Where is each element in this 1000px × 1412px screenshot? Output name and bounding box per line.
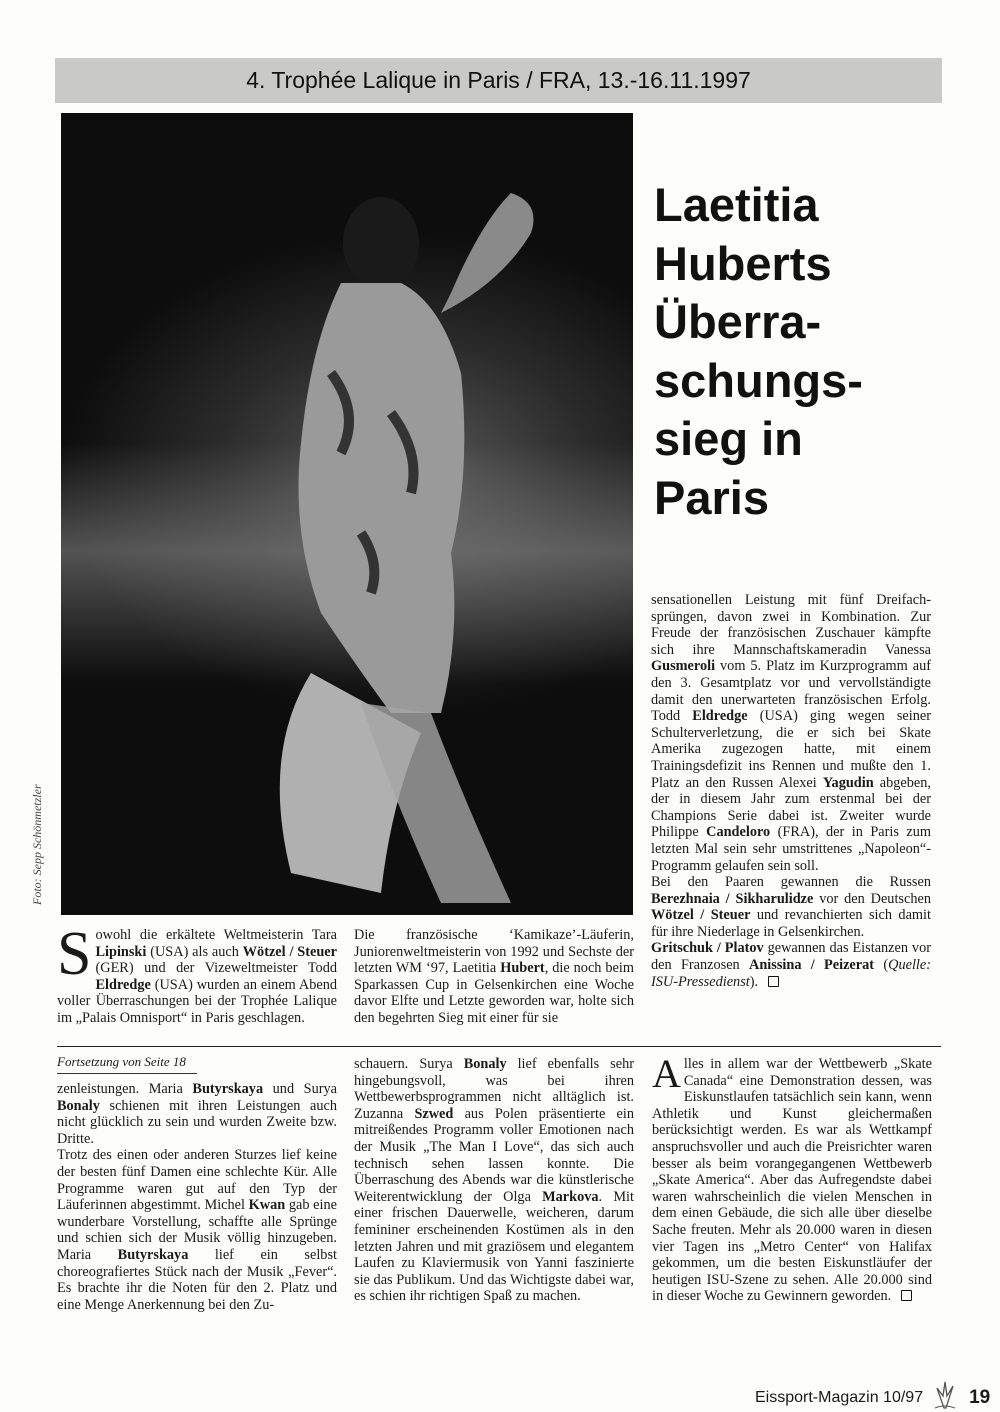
paragraph [354, 927, 634, 1027]
text-run: gab eine wunderbare Vorstellung, schaffte alle Sprünge und schien sich der Musik völlig hinzugeben. Maria [57, 1197, 337, 1263]
paragraph [354, 1056, 634, 1305]
text-run: Trotz des einen oder anderen Sturzes lief keine der besten fünf Damen eine schlechte Kür. Alle Programme waren gut auf den Typ der Läuferinnen abgestimmt. Michel [57, 1147, 337, 1214]
text-run: sensationellen Leistung mit fünf Dreifachsprüngen, davon zwei in Kombination. Zur Freude der französischen Zuschauer kämpfte sich ihre Mannschaftskameradin Vanessa [651, 592, 931, 658]
text-run: gewannen das Eistanzen vor den Franzosen [651, 940, 931, 974]
text-run: . Mit einer frischen Dauerwelle, weicheren, darum femininer erscheinenden Kostümen als in den letzten Jahren und mit graziösem und elegantem Laufen zu Klaviermusik von Yanni faszinierte sie das Publikum. Und das Wichtigste dabei war, es schien ihr richtigen Spaß zu machen. [354, 1188, 634, 1305]
text-run: lief ein selbst choreografiertes Stück nach der Musik „Fever“. Es brachte ihr die Noten für den 2. Platz und eine Menge Anerkennung bei den Zu- [57, 1246, 337, 1313]
article-column-3 [651, 592, 931, 990]
name-highlight: Yagudin [822, 774, 874, 791]
paragraph [57, 1081, 337, 1147]
skater-photo [61, 113, 633, 915]
paragraph [57, 920, 337, 1027]
page-number: 19 [969, 1386, 991, 1408]
page-footer [755, 1380, 990, 1412]
text-run: vor den Deutschen [813, 890, 931, 907]
text-run: abgeben, der in diesem Jahr zum erstenmal bei der Champions Serie dabei ist. Zweiter wurde Philippe [651, 774, 931, 841]
name-highlight: Berezhnaia / Sikharulidze [651, 890, 814, 907]
name-highlight: Markova [542, 1188, 599, 1205]
name-highlight: Lipinski [95, 943, 147, 960]
text-run: zenleistungen. Maria [57, 1081, 193, 1097]
headline-line: Überra- [654, 295, 822, 348]
name-highlight: Anissina / Peizerat [749, 957, 875, 974]
text-run: Quelle: ISU-Pressedienst [651, 957, 931, 990]
text-run: , die noch beim Sparkassen Cup in Gelsenkirchen eine Woche davor Elfte und Letzte geworden war, holte sich den begehrten Sieg mit einer für sie [354, 960, 634, 1026]
name-highlight: Eldredge [95, 976, 151, 993]
name-highlight: Butyrskaya [117, 1246, 189, 1263]
paragraph [651, 874, 931, 940]
text-run: und Surya [263, 1081, 337, 1097]
paragraph [651, 940, 931, 990]
headline-line: sieg in [654, 412, 803, 465]
name-highlight: Wötzel / Steuer [651, 907, 751, 924]
name-highlight: Wötzel / Steuer [242, 943, 337, 960]
end-of-article-box-icon [768, 976, 779, 987]
paragraph [651, 592, 931, 874]
drop-cap: A [652, 1051, 681, 1096]
paragraph [652, 1051, 932, 1305]
skater-logo-icon [931, 1380, 957, 1412]
name-highlight: Hubert [500, 960, 545, 977]
name-highlight: Szwed [414, 1105, 454, 1122]
continuation-column-1 [57, 1081, 337, 1313]
photo-credit: Foto: Sepp Schönmetzler [30, 784, 44, 905]
text-run: Die französische ‘Kamikaze’-Läuferin, Juniorenweltmeisterin von 1992 und Sechste der letzten WM ‘97, Laetitia [354, 927, 634, 977]
text-run: (USA) ging wegen seiner Schulterverletzung, die er sich bei Skate Amerika zugezogen hatte, mit einem Trainingsdefizit ins Rennen und mußte den 1. Platz an den Russen Alexei [651, 708, 931, 791]
continuation-column-2 [354, 1056, 634, 1305]
name-highlight: Butyrskaya [192, 1081, 264, 1097]
article-column-1 [57, 920, 337, 1027]
name-highlight: Bonaly [463, 1056, 507, 1072]
text-run: ( [874, 957, 889, 974]
text-run: (GER) und der Vizeweltmeister Todd [95, 960, 337, 977]
text-run: schauern. Surya [354, 1056, 464, 1072]
event-header-bar [55, 58, 942, 103]
text-run: schienen mit ihren Leistungen auch nicht glücklich zu sein und wurden Zweite bzw. Dritte. [57, 1097, 337, 1147]
text-run: (FRA), der in Paris zum letzten Mal sein sehr umstrittenes „Napoleon“-Programm gelaufen sein soll. [651, 824, 931, 874]
magazine-issue: Eissport-Magazin 10/97 [755, 1388, 924, 1406]
continuation-label: Fortsetzung von Seite 18 [57, 1054, 197, 1074]
name-highlight: Gusmeroli [651, 658, 716, 675]
text-run: aus Polen präsentierte ein mitreißendes Programm voller Emotionen nach der Musik „The Man I Love“, das sich auch technisch sehen lassen konnte. Die Überraschung des Abends war die künstlerische Weiterentwicklung der Olga [354, 1105, 634, 1205]
name-highlight: Gritschuk / Platov [651, 940, 764, 957]
article-column-2 [354, 927, 634, 1027]
text-run: owohl die erkältete Weltmeisterin Tara [95, 927, 337, 943]
headline [654, 176, 954, 527]
continuation-column-3 [652, 1051, 932, 1305]
text-run: (USA) als auch [146, 943, 243, 960]
name-highlight: Candeloro [706, 824, 771, 841]
headline-line: schungs- [654, 353, 863, 407]
name-highlight: Eldredge [692, 708, 748, 725]
text-run: (USA) wurden an einem Abend voller Überraschungen bei der Trophée Lalique im „Palais Omnisport“ in Paris geschlagen. [57, 976, 337, 1026]
headline-line: Laetitia [654, 178, 819, 231]
headline-line: Paris [654, 470, 769, 524]
text-run: lles in allem war der Wettbewerb „Skate Canada“ eine Demonstration dessen, was Eiskunstlaufen tatsächlich sein kann, wenn Athletik und Kunst gleichermaßen berücksichtigt werden. Es war als Wettkampf anspruchsvoller und auch die Preisrichter waren besser als beim vorangegangenen Wettbewerb „Skate America“. Aber das Aufregendste dabei waren wahrscheinlich die vielen Menschen in dem einen Gebäude, die sich alle über dieselbe Sache freuten. Mehr als 20.000 waren in diesen vier Tagen ins „Metro Center“ von Halifax gekommen, um die besten Eiskunstläufer der heutigen ISU-Szene zu sehen. Alle 20.000 sind in dieser Woche zu Gewinnern geworden. [652, 1056, 932, 1305]
end-of-article-box-icon [901, 1290, 912, 1301]
event-title: 4. Trophée Lalique in Paris / FRA, 13.-16.11.1997 [246, 67, 751, 93]
text-run: lief ebenfalls sehr hingebungsvoll, was bei ihren Wettbewerbsprogrammen nicht alltäglich ist. Zuzanna [354, 1056, 634, 1122]
text-run: und revanchierten sich damit für ihre Niederlage in Gelsenkirchen. [651, 907, 931, 940]
headline-line: Huberts [654, 236, 832, 290]
text-run: Bei den Paaren gewannen die Russen [651, 874, 931, 891]
section-divider [57, 1046, 941, 1047]
paragraph [57, 1147, 337, 1313]
text-run: vom 5. Platz im Kurzprogramm auf den 3. Gesamtplatz vor und vervollständigte damit den unerwarteten französischen Erfolg. Todd [651, 658, 931, 725]
name-highlight: Bonaly [57, 1097, 100, 1114]
name-highlight: Kwan [248, 1197, 286, 1214]
text-run: ). [749, 973, 759, 990]
drop-cap: S [57, 920, 92, 988]
